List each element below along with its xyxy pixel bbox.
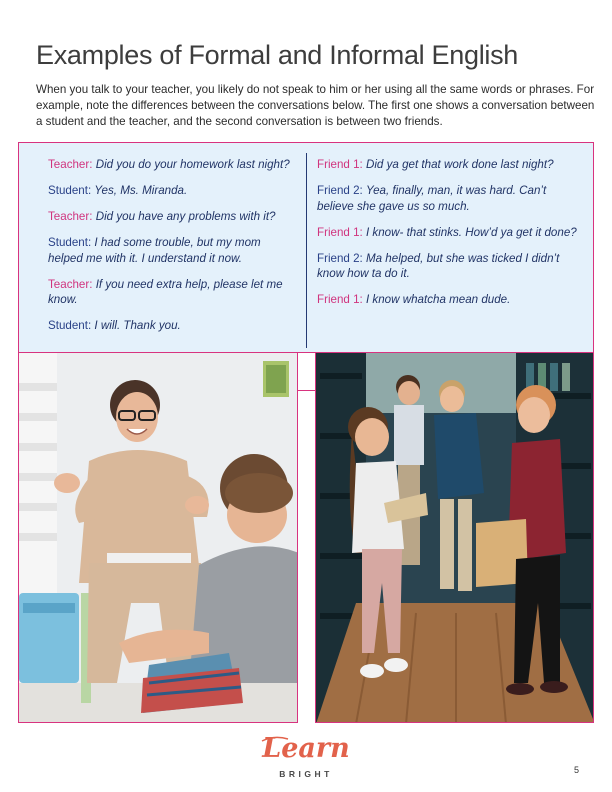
dialogue-text: I had some trouble, but my mom helped me with it. I understand it now. xyxy=(48,236,261,265)
teacher-student-photo xyxy=(18,352,298,723)
dialogue-line: Student: Yes, Ms. Miranda. xyxy=(48,184,188,197)
dialogue-line: Friend 1: I know whatcha mean dude. xyxy=(317,293,511,306)
library-kids-photo xyxy=(315,352,594,723)
informal-conversation xyxy=(317,157,579,318)
logo-text: Learn xyxy=(262,733,350,764)
dialogue-text: I will. Thank you. xyxy=(94,319,181,332)
intro-paragraph: When you talk to your teacher, you likely do not speak to him or her using all the same words or phrases. For example, note the differences between the conversations below. The first one shows a conversation between a student and the teacher, and the second conversation is between two friends. xyxy=(36,83,595,128)
column-divider xyxy=(306,153,307,348)
dialogue-line: Friend 1: Did ya get that work done last night? xyxy=(317,158,554,171)
dialogue-text: Yes, Ms. Miranda. xyxy=(94,184,188,197)
dialogue-line: Friend 2: Yea, finally, man, it was hard. Can’t believe she gave us so much. xyxy=(317,184,547,213)
library-kids-illustration xyxy=(316,353,594,723)
dialogue-text: Did you do your homework last night? xyxy=(95,158,290,171)
logo-subtitle: BRIGHT xyxy=(279,769,333,779)
speaker-label: Student xyxy=(48,236,88,249)
speaker-label: Friend 2 xyxy=(317,251,360,265)
dialogue-line: Teacher: If you need extra help, please let me know. xyxy=(48,277,283,306)
speaker-label: Friend 1 xyxy=(317,158,360,171)
dialogue-text: Did ya get that work done last night? xyxy=(365,158,554,171)
page-number: 5 xyxy=(574,765,580,775)
page-title: Examples of Formal and Informal English xyxy=(36,40,519,70)
speaker-label: Student xyxy=(48,319,88,332)
dialogue-text: Yea, finally, man, it was hard. Can’t believe she gave us so much. xyxy=(317,184,547,213)
conversation-box xyxy=(18,142,594,353)
dialogue-text: I know- that stinks. How’d ya get it done? xyxy=(365,225,577,239)
dialogue-text: If you need extra help, please let me know. xyxy=(48,277,283,306)
formal-conversation xyxy=(48,157,298,344)
learn-bright-logo xyxy=(254,733,358,783)
dialogue-line: Teacher: Did you do your homework last night? xyxy=(48,158,290,171)
speaker-label: Teacher xyxy=(48,277,90,291)
speaker-label: Teacher xyxy=(48,158,90,171)
speaker-label: Friend 1 xyxy=(317,225,360,239)
speaker-label: Friend 2 xyxy=(317,184,360,197)
dialogue-line: Friend 1: I know- that stinks. How’d ya get it done? xyxy=(317,225,577,239)
dialogue-line: Teacher: Did you have any problems with it? xyxy=(48,210,276,223)
dialogue-text: Did you have any problems with it? xyxy=(95,210,276,223)
dialogue-text: Ma helped, but she was ticked I didn’t know how ta do it. xyxy=(317,251,560,280)
speaker-label: Friend 1 xyxy=(317,293,360,306)
teacher-student-illustration xyxy=(19,353,298,723)
speaker-label: Student xyxy=(48,184,88,197)
photo-connector-line xyxy=(298,390,315,391)
dialogue-text: I know whatcha mean dude. xyxy=(365,293,511,306)
dialogue-line: Student: I will. Thank you. xyxy=(48,319,181,332)
speaker-label: Teacher xyxy=(48,210,90,223)
dialogue-line: Friend 2: Ma helped, but she was ticked I didn’t know how ta do it. xyxy=(317,251,560,280)
dialogue-line: Student: I had some trouble, but my mom helped me with it. I understand it now. xyxy=(48,236,261,265)
